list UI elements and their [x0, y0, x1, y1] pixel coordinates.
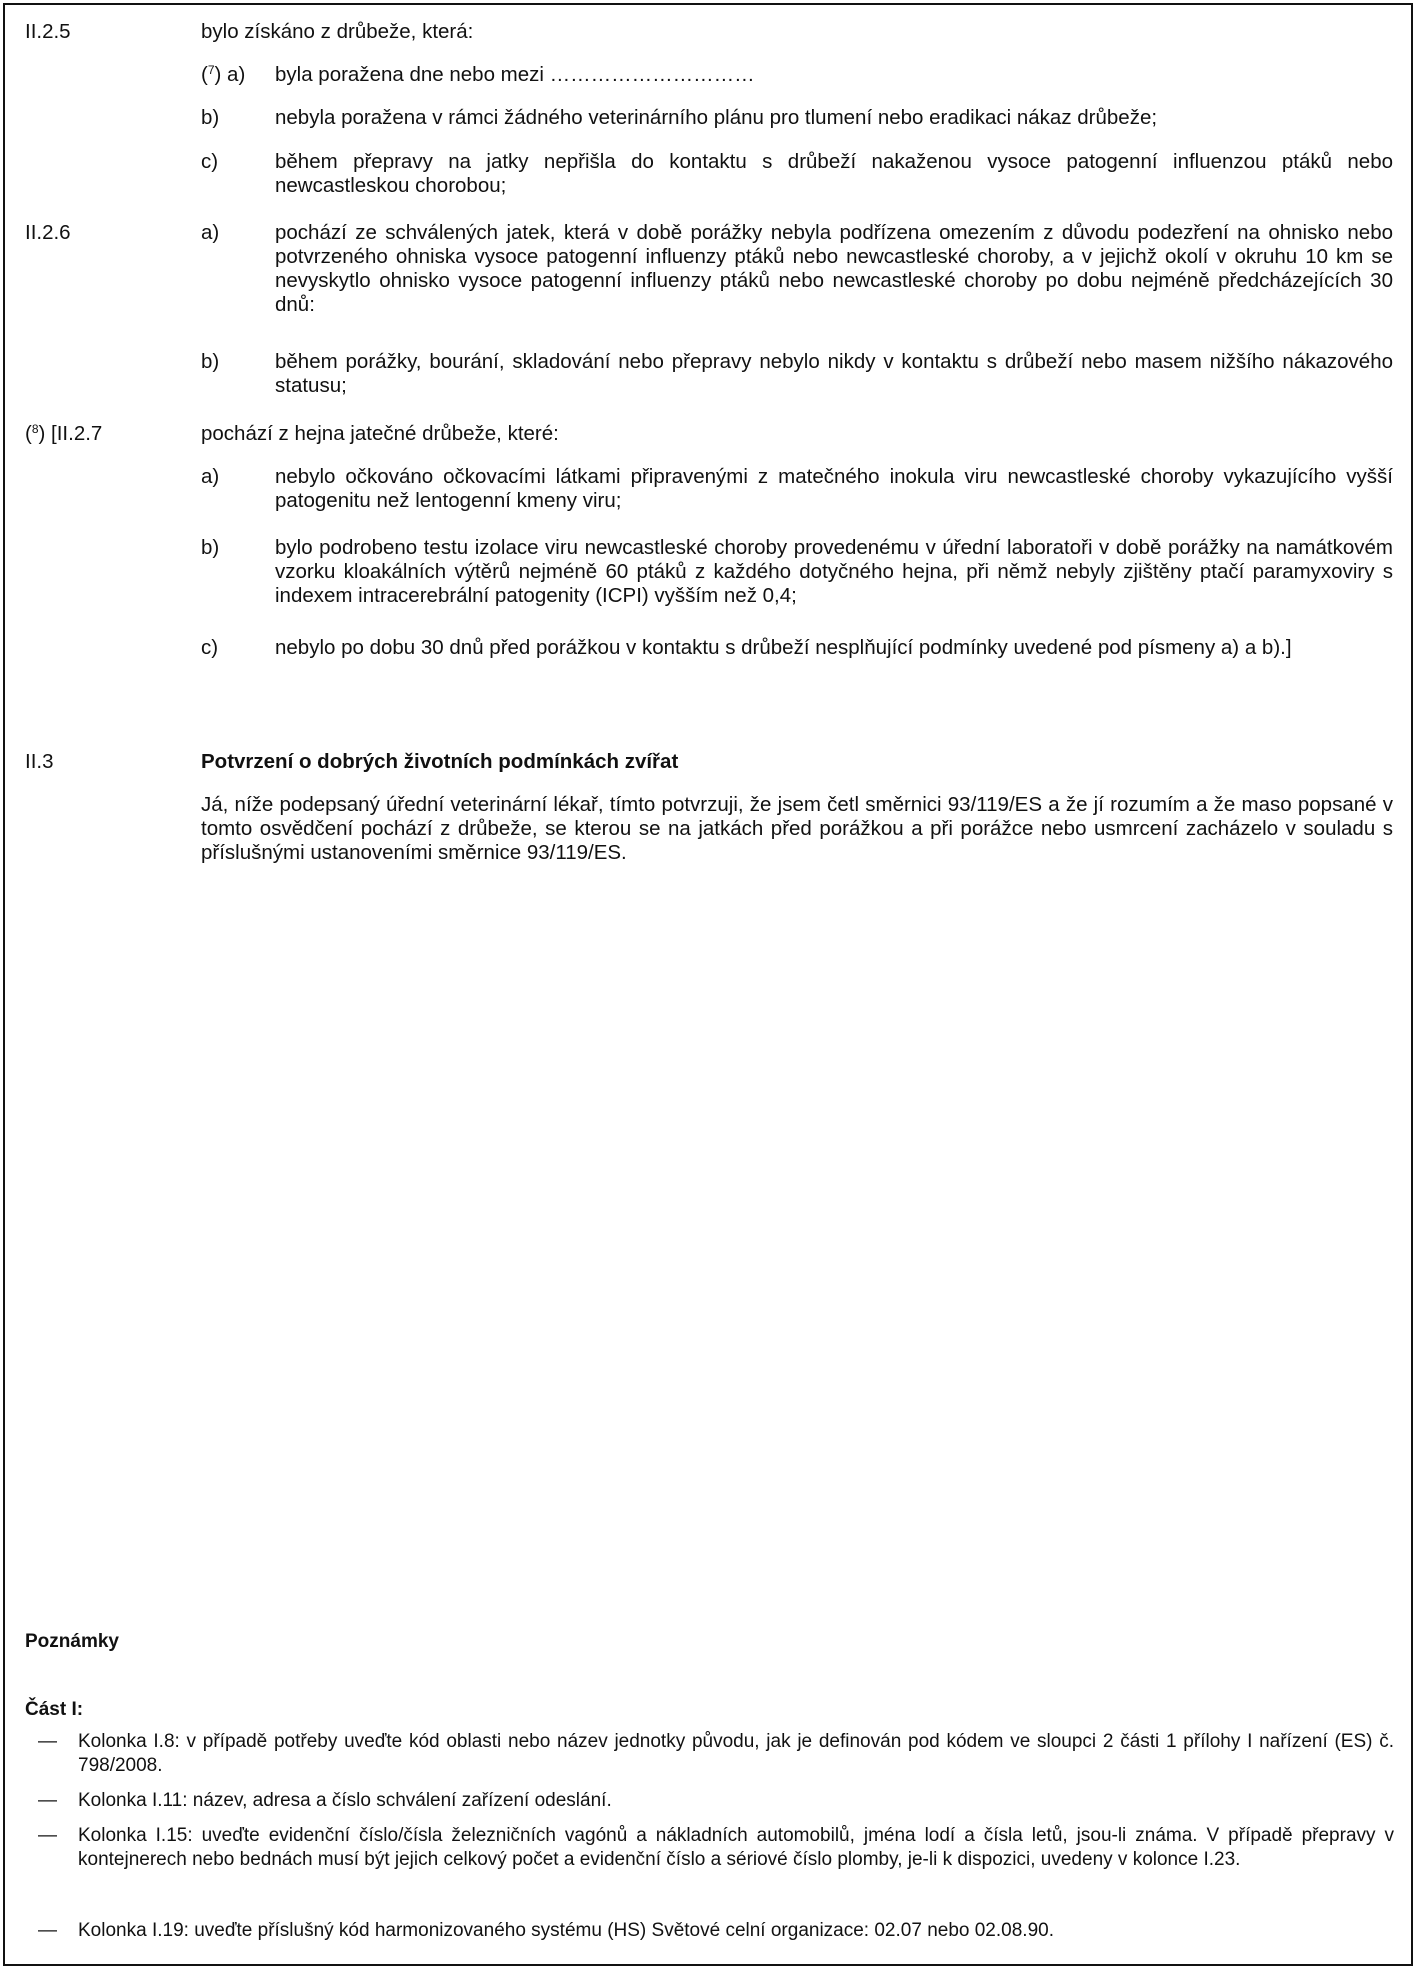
- section-2-7-item-b: bylo podrobeno testu izolace viru newcastleské choroby provedenému v úřední laboratoři v době porážky na namátkovém vzorku kloakálních výtěrů nejméně 60 ptáků z každého dotyčného hejna, při němž nebyly zjištěny ptačí paramyxoviry s indexem intracerebrální patogenity (ICPI) vyšším než 0,4;: [275, 536, 1393, 607]
- note-dash: —: [38, 1731, 57, 1752]
- item-marker-b: b): [201, 350, 220, 373]
- item-marker-a: a): [201, 465, 220, 488]
- section-number-3: II.3: [25, 750, 54, 773]
- section-2-7-item-a: nebylo očkováno očkovacími látkami připravenými z matečného inokula viru newcastleské choroby vykazujícího vyšší patogenitu než lentogenní kmeny viru;: [275, 465, 1393, 512]
- note-item: Kolonka I.11: název, adresa a číslo schválení zařízení odeslání.: [78, 1790, 612, 1811]
- item-marker-c: c): [201, 150, 219, 173]
- section-2-5-item-a: byla poražena dne nebo mezi …………………………: [275, 63, 755, 86]
- item-marker-c: c): [201, 636, 219, 659]
- note-item: Kolonka I.15: uveďte evidenční číslo/čísla železničních vagónů a nákladních automobilů, jména lodí a čísla letů, jsou-li známa. V případě přepravy v kontejnerech nebo bednách musí být jejich celkový počet a evidenční číslo a sériové číslo plomby, je-li k dispozici, uvedeny v kolonce I.23.: [78, 1825, 1394, 1870]
- notes-title: Poznámky: [25, 1631, 119, 1652]
- item-marker-a: a): [201, 221, 220, 244]
- note-item: Kolonka I.19: uveďte příslušný kód harmonizovaného systému (HS) Světové celní organizace: 02.07 nebo 02.08.90.: [78, 1920, 1054, 1941]
- section-2-7-item-c: nebylo po dobu 30 dnů před porážkou v kontaktu s drůbeží nesplňující podmínky uvedené pod písmeny a) a b).]: [275, 636, 1292, 659]
- note-dash: —: [38, 1790, 57, 1811]
- notes-part-heading: Část I:: [25, 1699, 84, 1720]
- item-marker-b: b): [201, 106, 220, 129]
- section-2-5-item-b: nebyla poražena v rámci žádného veterinárního plánu pro tlumení nebo eradikaci nákaz drůbeže;: [275, 106, 1158, 129]
- footnote-ref-7: ($^7$) a): [201, 63, 246, 86]
- section-number-2-7: ($^8$) [II.2.7: [25, 422, 103, 445]
- note-item: Kolonka I.8: v případě potřeby uveďte kód oblasti nebo název jednotky původu, jak je definován pod kódem ve sloupci 2 části 1 přílohy I nařízení (ES) č. 798/2008.: [78, 1731, 1394, 1776]
- section-2-6-item-a: pochází ze schválených jatek, která v době porážky nebyla podřízena omezením z důvodu podezření na ohnisko nebo potvrzeného ohniska vysoce patogenní influenzy ptáků nebo newcastleské choroby, a v jejichž okolí v okruhu 10 km se nevyskytlo ohnisko vysoce patogenní influenzy ptáků nebo newcastleské choroby po dobu nejméně předcházejících 30 dnů:: [275, 221, 1393, 316]
- note-dash: —: [38, 1920, 57, 1941]
- section-3-heading: Potvrzení o dobrých životních podmínkách zvířat: [201, 750, 679, 773]
- section-3-text: Já, níže podepsaný úřední veterinární lékař, tímto potvrzuji, že jsem četl směrnici 93/119/ES a že jí rozumím a že maso popsané v tomto osvědčení pochází z drůbeže, se kterou se na jatkách před porážkou a při porážce nebo usmrcení zacházelo v souladu s příslušnými ustanoveními směrnice 93/119/ES.: [201, 793, 1393, 864]
- section-number-2-6: II.2.6: [25, 221, 71, 244]
- section-2-6-item-b: během porážky, bourání, skladování nebo přepravy nebylo nikdy v kontaktu s drůbeží nebo masem nižšího nákazového statusu;: [275, 350, 1393, 397]
- item-marker-b: b): [201, 536, 220, 559]
- section-2-5-item-c: během přepravy na jatky nepřišla do kontaktu s drůbeží nakaženou vysoce patogenní influenzou ptáků nebo newcastleskou chorobou;: [275, 150, 1393, 197]
- section-2-5-intro: bylo získáno z drůbeže, která:: [201, 20, 474, 43]
- note-dash: —: [38, 1825, 57, 1846]
- section-number-2-5: II.2.5: [25, 20, 71, 43]
- section-2-7-intro: pochází z hejna jatečné drůbeže, které:: [201, 422, 559, 445]
